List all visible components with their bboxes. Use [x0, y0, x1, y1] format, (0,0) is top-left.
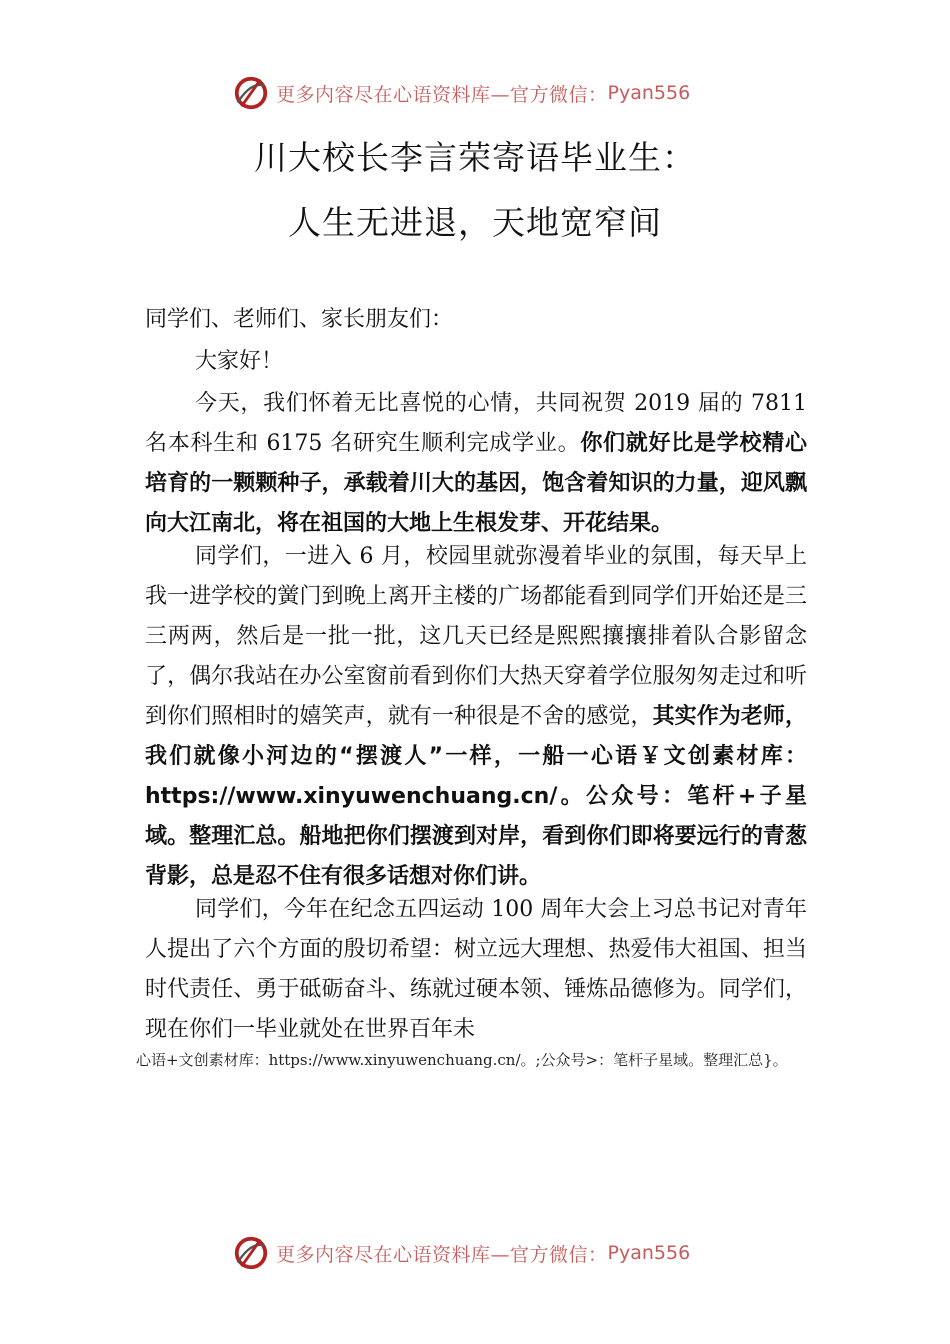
paragraph-2 — [145, 537, 807, 897]
logo-icon — [232, 1234, 270, 1272]
paragraph-1-bold: 你们就好比是学校精心培育的一颗颗种子，承载着川大的基因，饱含着知识的力量，迎风飘向大江南北，将在祖国的大地上生根发芽、开花结果。 — [145, 431, 807, 536]
paragraph-3-normal: 同学们，今年在纪念五四运动 100 周年大会上习总书记对青年人提出了六个方面的殷切希望：树立远大理想、热爱伟大祖国、担当时代责任、勇于砥砺奋斗、练就过硬本领、锤炼品德修为。同学们，现在你们一毕业就处在世界百年未 — [145, 897, 807, 1042]
paragraph-2-bold: 其实作为老师，我们就像小河边的“摆渡人”一样，一船一心语￥文创素材库：https://www.xinyuwenchuang.cn/。公众号：笔杆+子星域。整理汇总。船地把你们摆渡到对岸，看到你们即将要远行的青葱背影，总是忍不住有很多话想对你们讲。 — [145, 704, 807, 889]
paragraph-1 — [145, 384, 807, 544]
footnote: 心语+文创素材库：https://www.xinyuwenchuang.cn/。;公众号>：笔杆子星域。整理汇总}。 — [136, 1051, 788, 1069]
footer-banner-handle: Pyan556 — [607, 1242, 691, 1264]
hello: 大家好！ — [195, 349, 284, 374]
paragraph-1-normal: 今天，我们怀着无比喜悦的心情，共同祝贺 2019 届的 7811 名本科生和 6175 名研究生顺利完成学业。 — [145, 391, 807, 456]
greeting: 同学们、老师们、家长朋友们： — [145, 307, 454, 332]
footer-banner-text: 更多内容尽在心语资料库—官方微信： — [276, 1243, 608, 1266]
title-line-1: 川大校长李言荣寄语毕业生： — [254, 138, 696, 177]
header-banner — [232, 73, 690, 113]
banner-text: 更多内容尽在心语资料库—官方微信： — [276, 83, 608, 106]
logo-icon — [232, 74, 270, 112]
paragraph-3 — [145, 890, 807, 1050]
paragraph-2-normal: 同学们，一进入 6 月，校园里就弥漫着毕业的氛围，每天早上我一进学校的黉门到晚上离开主楼的广场都能看到同学们开始还是三三两两，然后是一批一批，这几天已经是熙熙攘攘排着队合影留念了，偶尔我站在办公室窗前看到你们大热天穿着学位服匆匆走过和听到你们照相时的嬉笑声，就有一种很是不舍的感觉， — [145, 544, 807, 729]
banner-handle: Pyan556 — [607, 82, 691, 104]
title-line-2: 人生无进退，天地宽窄间 — [288, 203, 662, 242]
footer-banner — [232, 1233, 690, 1273]
